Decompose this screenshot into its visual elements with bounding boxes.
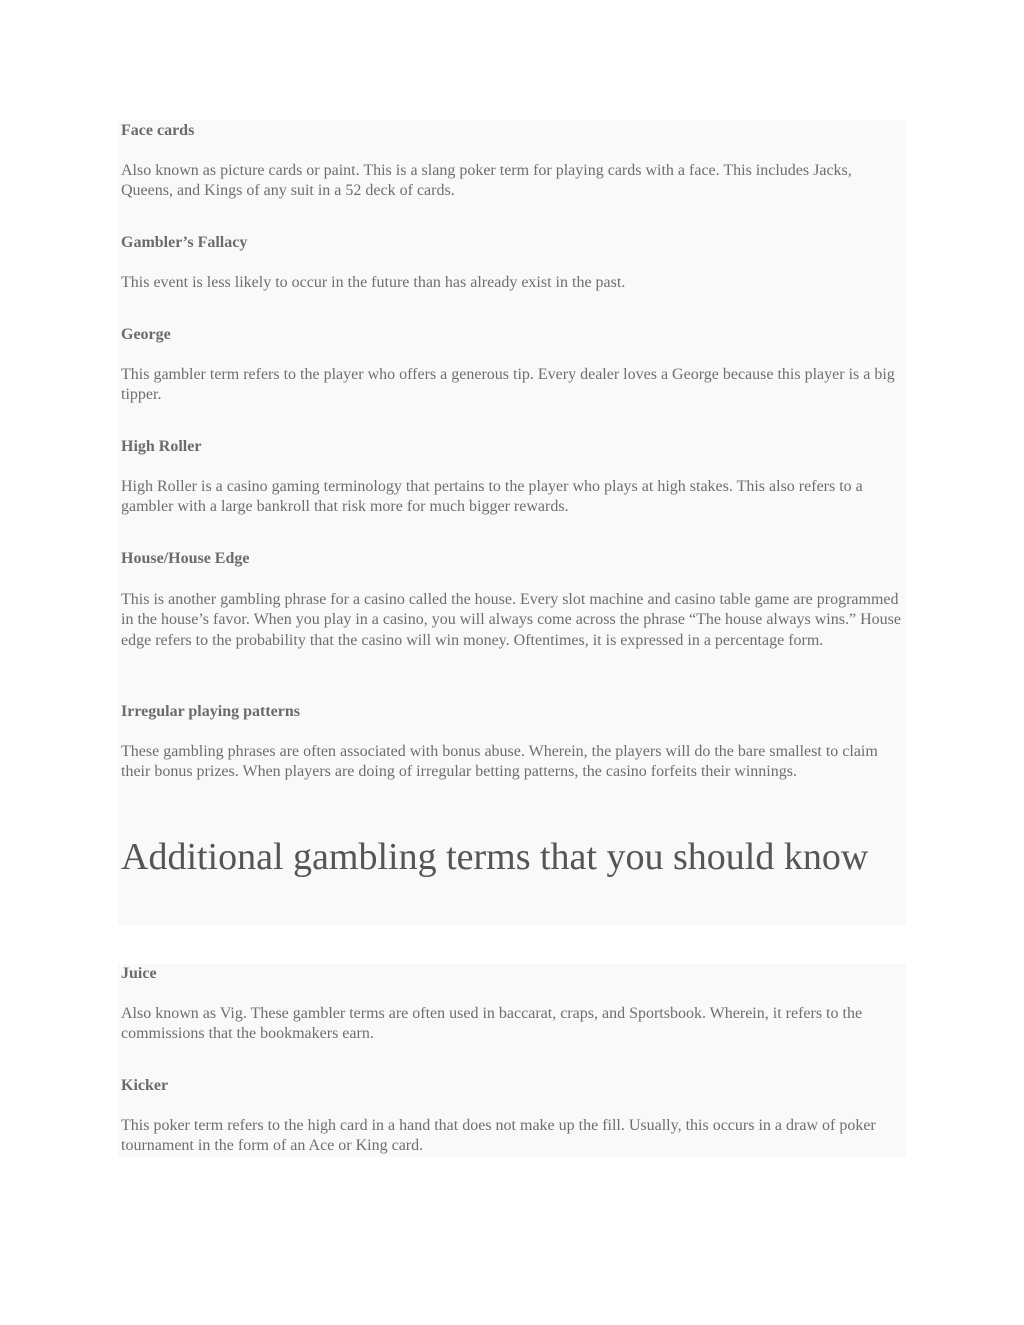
section-heading: Additional gambling terms that you should know (121, 836, 869, 878)
term-juice: Juice (121, 965, 157, 982)
definition-gamblers-fallacy: This event is less likely to occur in the future than has already exist in the past. (121, 274, 626, 291)
term-face-cards: Face cards (121, 122, 195, 139)
definition-kicker: This poker term refers to the high card in a hand that does not make up the fill. Usually, this occurs in a draw of poker tournament in the form of an Ace or King card. (121, 1117, 876, 1155)
definition-irregular-playing-patterns: These gambling phrases are often associated with bonus abuse. Wherein, the players will do the bare smallest to claim their bonus prizes. When players are doing of irregular betting patterns, the casino forfeits their winnings. (121, 743, 878, 781)
definition-juice: Also known as Vig. These gambler terms are often used in baccarat, craps, and Sportsbook. Wherein, it refers to the commissions that the bookmakers earn. (121, 1005, 863, 1043)
term-high-roller: High Roller (121, 438, 202, 455)
definition-face-cards: Also known as picture cards or paint. This is a slang poker term for playing cards with a face. This includes Jacks, Queens, and Kings of any suit in a 52 deck of cards. (121, 162, 852, 200)
term-irregular-playing-patterns: Irregular playing patterns (121, 703, 300, 720)
definition-house-edge: This is another gambling phrase for a casino called the house. Every slot machine and casino table game are programmed in the house’s favor. When you play in a casino, you will always come across the phrase “The house always wins.” House edge refers to the probability that the casino will win money. Oftentimes, it is expressed in a percentage form. (121, 591, 901, 649)
term-house-edge: House/House Edge (121, 550, 250, 567)
definition-high-roller: High Roller is a casino gaming terminology that pertains to the player who plays at high stakes. This also refers to a gambler with a large bankroll that risk more for much bigger rewards. (121, 478, 863, 516)
term-kicker: Kicker (121, 1077, 169, 1094)
term-george: George (121, 326, 171, 343)
definition-george: This gambler term refers to the player who offers a generous tip. Every dealer loves a George because this player is a big tipper. (121, 366, 895, 404)
term-gamblers-fallacy: Gambler’s Fallacy (121, 234, 248, 251)
